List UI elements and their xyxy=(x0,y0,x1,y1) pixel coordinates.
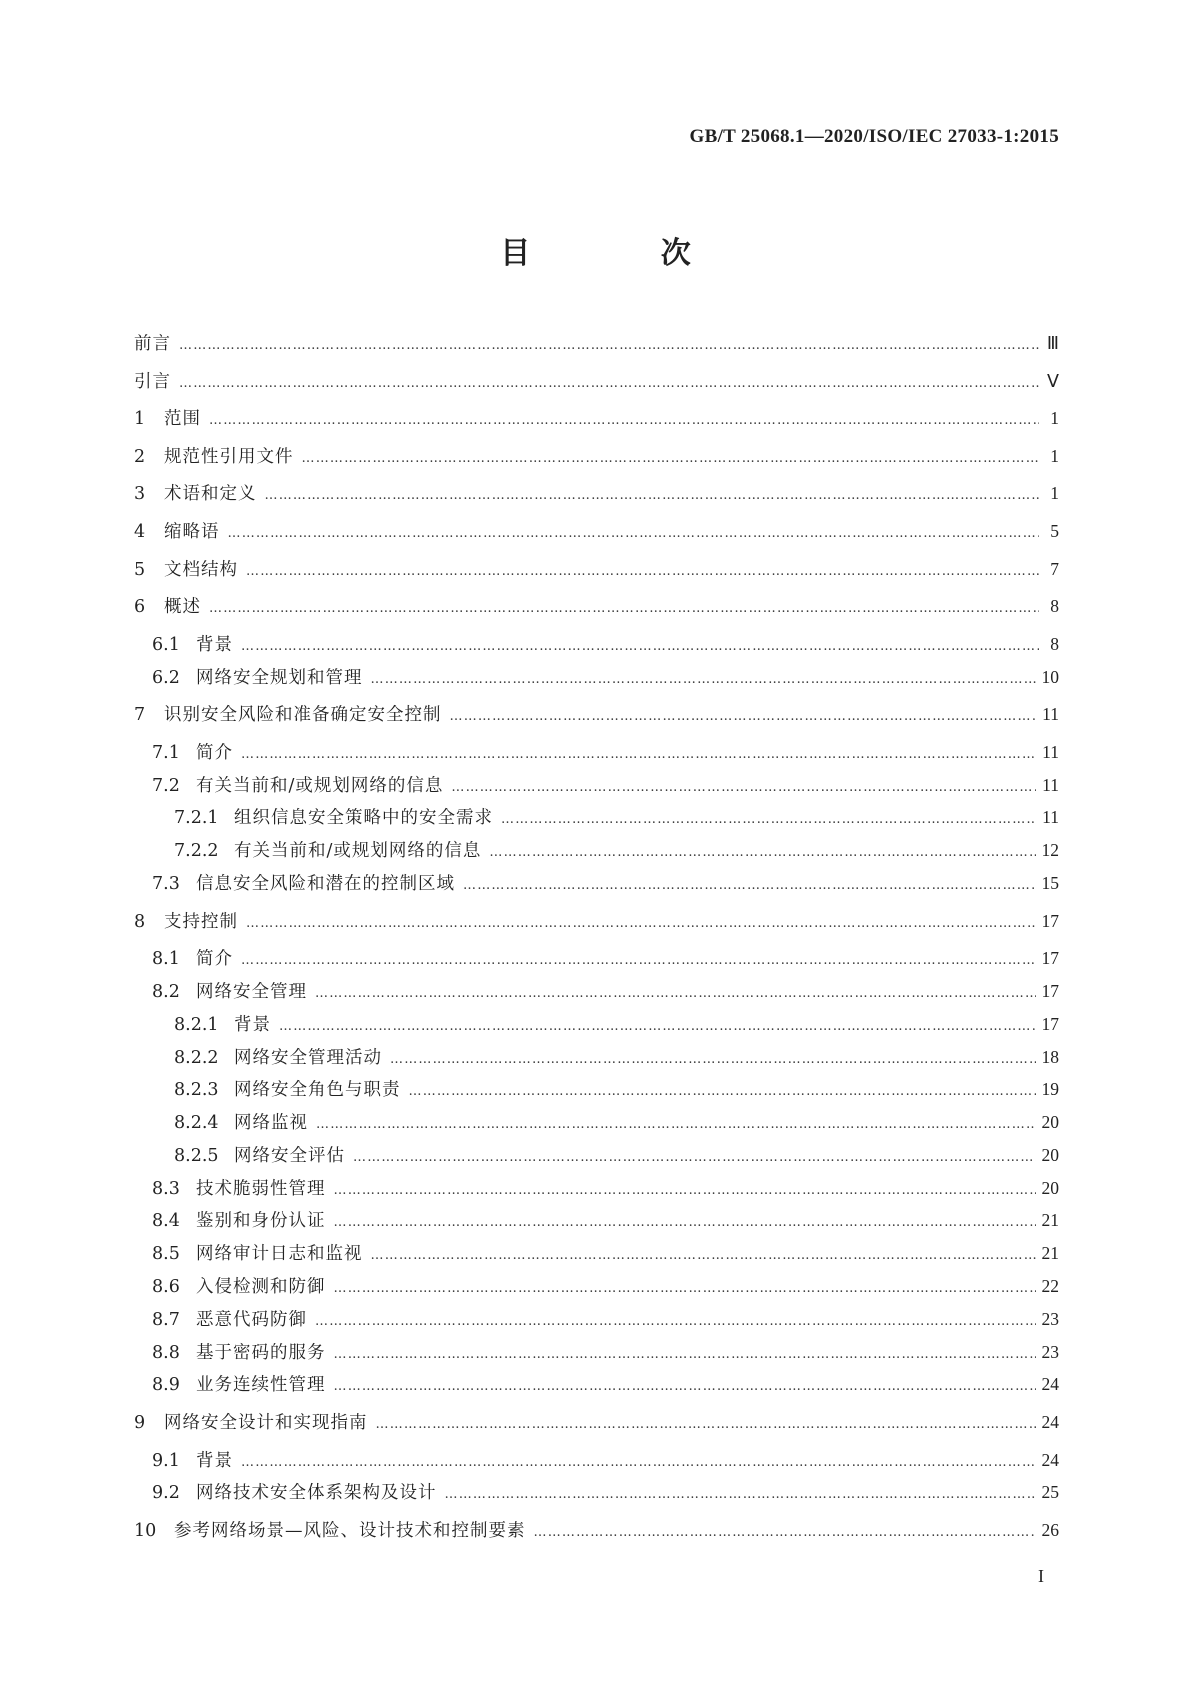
toc-dot-leader xyxy=(450,706,1037,728)
toc-entry[interactable] xyxy=(134,633,1059,658)
toc-entry-title: 参考网络场景—风险、设计技术和控制要素 xyxy=(174,1521,526,1542)
toc-entry-number: 8.1 xyxy=(152,949,180,970)
toc-entry[interactable] xyxy=(134,558,1059,583)
toc-dot-leader xyxy=(241,1452,1036,1474)
standard-code: GB/T 25068.1—2020/ISO/IEC 27033-1:2015 xyxy=(689,126,1059,147)
toc-entry[interactable] xyxy=(134,595,1059,620)
toc-dot-leader xyxy=(334,1344,1036,1366)
toc-entry-number: 8.8 xyxy=(152,1342,180,1363)
toc-entry-page: 11 xyxy=(1042,774,1059,795)
toc-dot-leader xyxy=(463,875,1036,897)
toc-entry-title: 网络监视 xyxy=(234,1113,308,1134)
toc-entry-number: 4 xyxy=(134,521,146,542)
toc-entry-title: 技术脆弱性管理 xyxy=(196,1178,326,1199)
toc-dot-leader xyxy=(179,335,1039,357)
toc-entry[interactable] xyxy=(134,482,1059,507)
toc-entry-page: 20 xyxy=(1041,1144,1059,1165)
toc-entry-number: 8.2.3 xyxy=(174,1080,219,1101)
toc-entry-title: 有关当前和/或规划网络的信息 xyxy=(234,841,482,862)
toc-entry[interactable] xyxy=(134,1519,1059,1544)
toc-dot-leader xyxy=(315,1311,1036,1333)
toc-entry-title: 网络安全管理活动 xyxy=(234,1047,382,1068)
toc-dot-leader xyxy=(334,1278,1036,1300)
toc-entry[interactable] xyxy=(134,1341,1059,1366)
toc-entry-title: 引言 xyxy=(134,371,171,392)
toc-entry[interactable] xyxy=(134,1209,1059,1234)
toc-entry-title: 文档结构 xyxy=(164,559,238,580)
toc-entry[interactable] xyxy=(134,741,1059,766)
toc-entry-page: 19 xyxy=(1041,1079,1059,1100)
toc-dot-leader xyxy=(445,1484,1036,1506)
toc-entry[interactable] xyxy=(134,703,1059,728)
toc-entry-page: 26 xyxy=(1041,1520,1059,1541)
toc-entry-title: 组织信息安全策略中的安全需求 xyxy=(234,808,493,829)
toc-entry[interactable] xyxy=(134,1449,1059,1474)
toc-entry-title: 网络安全设计和实现指南 xyxy=(164,1413,368,1434)
toc-entry-title: 入侵检测和防御 xyxy=(196,1277,326,1298)
toc-entry[interactable] xyxy=(134,872,1059,897)
toc-entry[interactable] xyxy=(134,1373,1059,1398)
toc-entry-page: 15 xyxy=(1041,872,1059,893)
toc-entry-page: 12 xyxy=(1041,840,1059,861)
table-of-contents xyxy=(134,332,1059,1544)
toc-dot-leader xyxy=(409,1081,1036,1103)
toc-entry-number: 8.7 xyxy=(152,1309,180,1330)
toc-entry-page: 8 xyxy=(1050,596,1059,617)
toc-entry[interactable] xyxy=(134,910,1059,935)
toc-entry[interactable] xyxy=(134,1078,1059,1103)
toc-entry-number: 5 xyxy=(134,559,146,580)
toc-dot-leader xyxy=(246,561,1039,583)
toc-entry-page: 17 xyxy=(1041,910,1059,931)
toc-entry[interactable] xyxy=(134,370,1059,395)
toc-entry[interactable] xyxy=(134,1308,1059,1333)
toc-dot-leader xyxy=(451,777,1036,799)
toc-entry-title: 恶意代码防御 xyxy=(196,1309,307,1330)
toc-entry-title: 背景 xyxy=(234,1014,271,1035)
toc-entry-page: 7 xyxy=(1050,558,1059,579)
toc-entry-number: 8.2.2 xyxy=(174,1047,219,1068)
toc-entry[interactable] xyxy=(134,806,1059,831)
toc-entry-number: 9 xyxy=(134,1413,146,1434)
toc-dot-leader xyxy=(179,373,1039,395)
toc-entry-page: 11 xyxy=(1042,807,1059,828)
toc-entry-title: 术语和定义 xyxy=(164,484,257,505)
toc-dot-leader xyxy=(534,1522,1036,1544)
toc-entry-number: 1 xyxy=(134,409,146,430)
toc-entry[interactable] xyxy=(134,1013,1059,1038)
toc-entry-number: 8.2 xyxy=(152,981,180,1002)
toc-entry-page: 24 xyxy=(1041,1449,1059,1470)
toc-entry[interactable] xyxy=(134,1275,1059,1300)
toc-entry[interactable] xyxy=(134,1242,1059,1267)
toc-dot-leader xyxy=(241,744,1036,766)
toc-entry-title: 网络安全规划和管理 xyxy=(196,667,363,688)
toc-entry[interactable] xyxy=(134,1481,1059,1506)
toc-dot-leader xyxy=(501,809,1036,831)
toc-entry[interactable] xyxy=(134,407,1059,432)
toc-entry-number: 7.2.1 xyxy=(174,808,219,829)
toc-entry-title: 背景 xyxy=(196,1450,233,1471)
toc-entry-number: 10 xyxy=(134,1521,157,1542)
toc-entry[interactable] xyxy=(134,980,1059,1005)
toc-entry-page: 1 xyxy=(1050,445,1059,466)
toc-entry-page: 17 xyxy=(1041,948,1059,969)
toc-entry-page: 21 xyxy=(1041,1210,1059,1231)
toc-entry-title: 网络安全管理 xyxy=(196,981,307,1002)
toc-entry[interactable] xyxy=(134,947,1059,972)
toc-entry-number: 6.1 xyxy=(152,634,180,655)
toc-entry-number: 6 xyxy=(134,597,146,618)
toc-entry-title: 鉴别和身份认证 xyxy=(196,1211,326,1232)
toc-entry-page: 1 xyxy=(1050,408,1059,429)
toc-entry-title: 基于密码的服务 xyxy=(196,1342,326,1363)
toc-dot-leader xyxy=(279,1016,1036,1038)
toc-entry-number: 8.3 xyxy=(152,1178,180,1199)
toc-dot-leader xyxy=(241,636,1039,658)
toc-entry[interactable] xyxy=(134,666,1059,691)
toc-dot-leader xyxy=(390,1049,1036,1071)
toc-entry-title: 网络技术安全体系架构及设计 xyxy=(196,1483,437,1504)
toc-entry-number: 8.2.1 xyxy=(174,1014,219,1035)
toc-entry-title: 简介 xyxy=(196,949,233,970)
toc-entry-title: 范围 xyxy=(164,409,201,430)
toc-entry-title: 规范性引用文件 xyxy=(164,446,294,467)
toc-dot-leader xyxy=(241,950,1036,972)
toc-entry-page: 8 xyxy=(1050,633,1059,654)
toc-dot-leader xyxy=(265,485,1040,507)
toc-entry-number: 8.2.4 xyxy=(174,1113,219,1134)
toc-entry-number: 7.2.2 xyxy=(174,841,219,862)
toc-entry-page: 1 xyxy=(1050,483,1059,504)
toc-entry-number: 8.2.5 xyxy=(174,1145,219,1166)
toc-entry[interactable] xyxy=(134,1177,1059,1202)
toc-dot-leader xyxy=(209,598,1039,620)
toc-entry-page: 11 xyxy=(1042,741,1059,762)
toc-entry-number: 7.2 xyxy=(152,775,180,796)
toc-entry-page: 18 xyxy=(1041,1046,1059,1067)
toc-dot-leader xyxy=(334,1180,1036,1202)
toc-entry-number: 8 xyxy=(134,911,146,932)
toc-entry-title: 简介 xyxy=(196,742,233,763)
toc-dot-leader xyxy=(376,1414,1036,1436)
toc-entry[interactable] xyxy=(134,520,1059,545)
toc-entry-page: Ⅴ xyxy=(1047,370,1059,391)
toc-dot-leader xyxy=(246,913,1036,935)
toc-entry-title: 前言 xyxy=(134,334,171,354)
toc-entry-title: 支持控制 xyxy=(164,911,238,932)
toc-entry-number: 7.1 xyxy=(152,742,180,763)
toc-entry-number: 7.3 xyxy=(152,873,180,894)
toc-entry[interactable] xyxy=(134,445,1059,470)
toc-dot-leader xyxy=(371,669,1036,691)
toc-dot-leader xyxy=(334,1212,1036,1234)
toc-entry-number: 8.4 xyxy=(152,1211,180,1232)
page-number: I xyxy=(1038,1566,1044,1586)
toc-entry-page: 20 xyxy=(1041,1112,1059,1133)
toc-entry-page: 23 xyxy=(1041,1341,1059,1362)
toc-entry-title: 识别安全风险和准备确定安全控制 xyxy=(164,705,442,726)
toc-dot-leader xyxy=(334,1376,1036,1398)
toc-entry-number: 8.9 xyxy=(152,1375,180,1396)
toc-entry-page: 22 xyxy=(1041,1276,1059,1297)
toc-entry-number: 9.1 xyxy=(152,1450,180,1471)
toc-entry-number: 9.2 xyxy=(152,1483,180,1504)
toc-entry[interactable] xyxy=(134,1046,1059,1071)
toc-entry-title: 网络安全评估 xyxy=(234,1145,345,1166)
toc-entry-page: 24 xyxy=(1041,1412,1059,1433)
toc-dot-leader xyxy=(315,983,1036,1005)
toc-entry[interactable] xyxy=(134,774,1059,799)
toc-entry[interactable] xyxy=(134,1144,1059,1169)
toc-entry-page: 5 xyxy=(1050,520,1059,541)
toc-entry-page: 11 xyxy=(1042,704,1059,725)
toc-entry-title: 有关当前和/或规划网络的信息 xyxy=(196,775,444,796)
toc-entry-title: 缩略语 xyxy=(164,521,220,542)
page-title: 目 次 xyxy=(500,236,751,271)
toc-entry-number: 7 xyxy=(134,705,146,726)
toc-entry[interactable] xyxy=(134,839,1059,864)
toc-entry[interactable] xyxy=(134,332,1059,357)
toc-entry-title: 网络安全角色与职责 xyxy=(234,1080,401,1101)
toc-entry-page: 10 xyxy=(1041,666,1059,687)
toc-entry-page: 23 xyxy=(1041,1308,1059,1329)
toc-entry-number: 3 xyxy=(134,484,146,505)
toc-entry-number: 8.6 xyxy=(152,1277,180,1298)
toc-entry-page: 17 xyxy=(1041,980,1059,1001)
toc-dot-leader xyxy=(302,448,1040,470)
toc-entry-title: 网络审计日志和监视 xyxy=(196,1244,363,1265)
toc-entry-title: 概述 xyxy=(164,597,201,618)
toc-dot-leader xyxy=(489,842,1035,864)
toc-entry-page: 25 xyxy=(1041,1482,1059,1503)
toc-entry-number: 8.5 xyxy=(152,1244,180,1265)
toc-entry-number: 6.2 xyxy=(152,667,180,688)
toc-dot-leader xyxy=(353,1147,1036,1169)
toc-dot-leader xyxy=(209,410,1039,432)
toc-dot-leader xyxy=(316,1114,1036,1136)
toc-entry-title: 业务连续性管理 xyxy=(196,1375,326,1396)
toc-entry-page: 24 xyxy=(1041,1374,1059,1395)
toc-entry-page: 17 xyxy=(1041,1013,1059,1034)
toc-entry-title: 背景 xyxy=(196,634,233,655)
toc-entry[interactable] xyxy=(134,1111,1059,1136)
toc-dot-leader xyxy=(228,523,1040,545)
toc-entry-page: 21 xyxy=(1041,1243,1059,1264)
toc-dot-leader xyxy=(371,1245,1036,1267)
toc-entry-title: 信息安全风险和潜在的控制区域 xyxy=(196,873,455,894)
toc-entry-page: Ⅲ xyxy=(1046,333,1059,353)
toc-entry-number: 2 xyxy=(134,446,146,467)
toc-entry[interactable] xyxy=(134,1411,1059,1436)
toc-entry-page: 20 xyxy=(1041,1177,1059,1198)
